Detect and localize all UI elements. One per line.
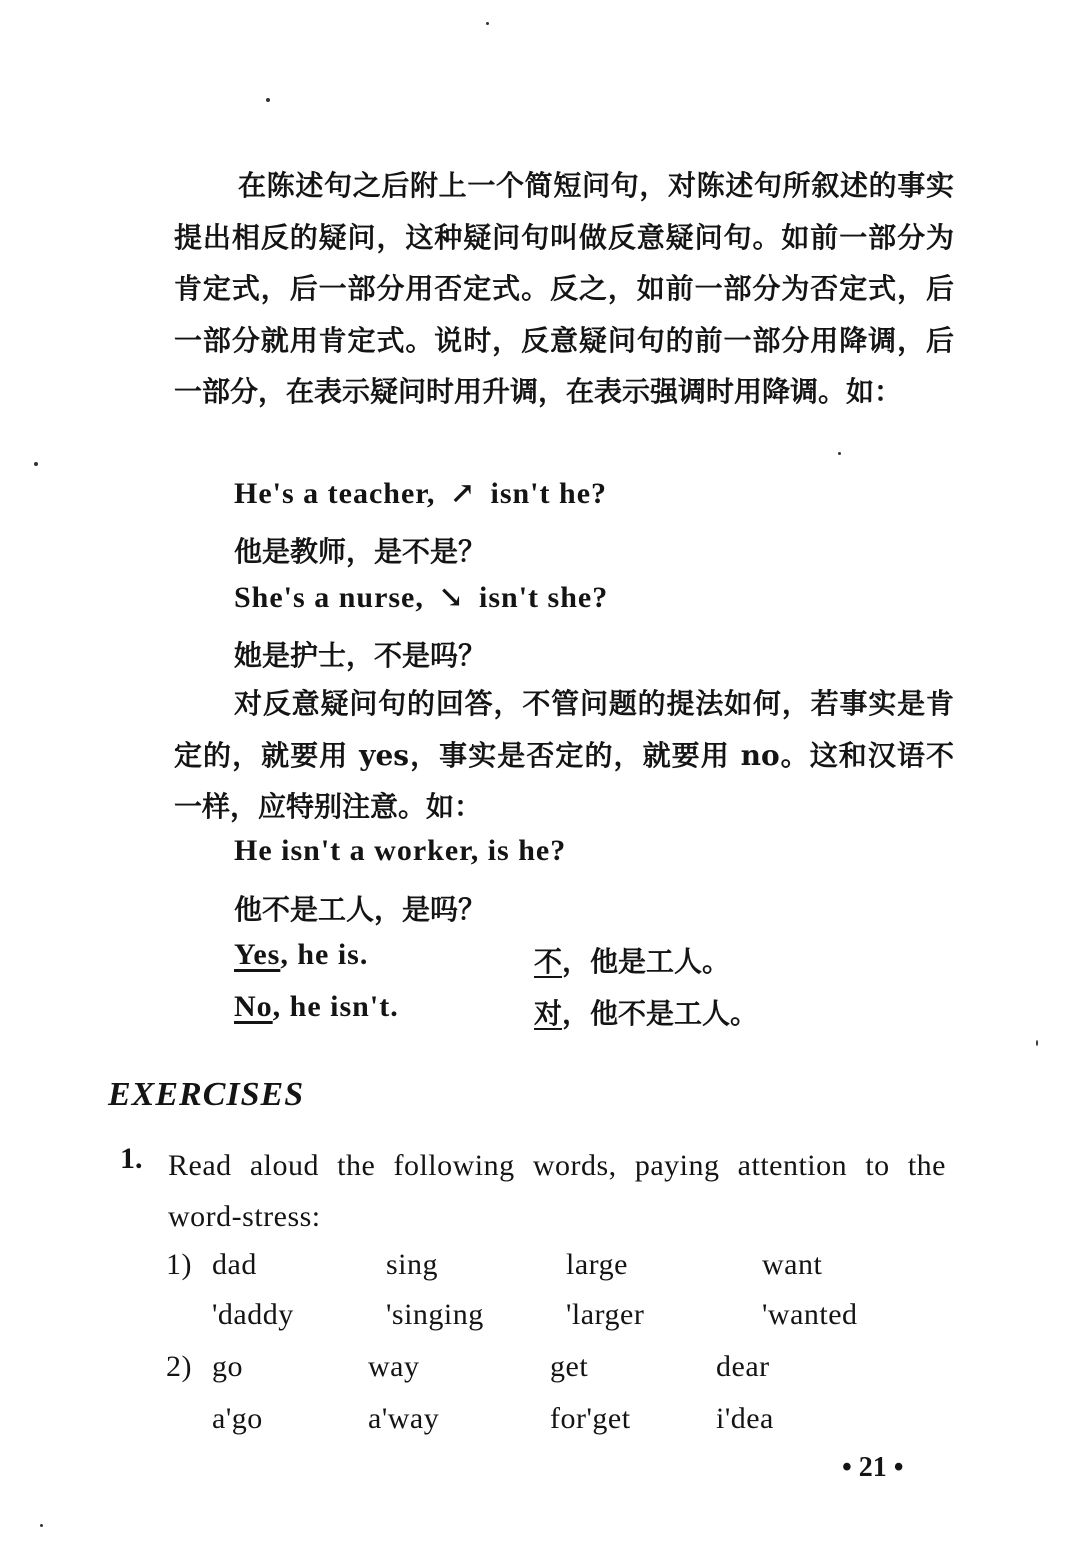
exercise-number: 1. — [120, 1142, 143, 1175]
example2-tag: isn't she? — [479, 581, 609, 614]
rising-tone-arrow-icon: ↗ — [449, 477, 476, 510]
word-item: 'larger — [566, 1298, 645, 1331]
scan-speck — [486, 22, 489, 25]
answer-no-zh-rest: ，他不是工人。 — [562, 997, 759, 1030]
word-item: a'go — [212, 1402, 263, 1435]
answer-yes-rest: , he is. — [280, 938, 369, 971]
scan-speck — [266, 98, 270, 102]
group1-label: 1) — [166, 1248, 192, 1281]
exercises-heading: EXERCISES — [108, 1076, 305, 1113]
word-item: large — [566, 1248, 628, 1281]
word-item: get — [550, 1350, 589, 1383]
word-item: go — [212, 1350, 243, 1383]
scan-speck — [838, 452, 841, 455]
word-item: dear — [716, 1350, 770, 1383]
group2-label: 2) — [166, 1350, 192, 1383]
answer-yes-english — [234, 938, 368, 972]
answer-no-zh-key: 对 — [534, 997, 563, 1030]
answer-rule-paragraph: 对反意疑问句的回答，不管问题的提法如何，若事实是肯定的，就要用 yes，事实是否定的，就要用 no。这和汉语不一样，应特别注意。如： — [174, 687, 954, 823]
example1-statement: He's a teacher, — [234, 477, 436, 510]
answer-yes-zh-key: 不 — [534, 945, 563, 978]
page-number: • 21 • — [842, 1452, 904, 1483]
example2-statement: She's a nurse, — [234, 581, 424, 614]
answer-yes-zh-rest: ，他是工人。 — [562, 945, 731, 978]
answer-no-rest: , he isn't. — [272, 990, 399, 1023]
word-item: sing — [386, 1248, 439, 1281]
falling-tone-arrow-icon: ↘ — [438, 581, 465, 614]
example2-chinese: 她是护士，不是吗？ — [234, 639, 487, 672]
answer-no-chinese — [534, 992, 758, 1032]
answer-yes-key: Yes — [234, 938, 281, 971]
example3-english: He isn't a worker, is he? — [234, 834, 567, 867]
word-item: dad — [212, 1248, 257, 1281]
word-item: want — [762, 1248, 823, 1281]
example3-chinese: 他不是工人，是吗？ — [234, 893, 487, 926]
answer-no-english — [234, 990, 399, 1024]
word-item: for'get — [550, 1402, 631, 1435]
example1-english — [234, 476, 607, 511]
scan-speck — [1036, 1040, 1038, 1046]
word-item: 'daddy — [212, 1298, 294, 1331]
word-item: 'wanted — [762, 1298, 858, 1331]
example1-chinese: 他是教师，是不是？ — [234, 535, 487, 568]
word-item: i'dea — [716, 1402, 774, 1435]
exercise-instruction: Read aloud the following words, paying attention to the word-stress: — [168, 1149, 946, 1233]
scan-speck — [34, 462, 38, 466]
intro-paragraph: 在陈述句之后附上一个简短问句，对陈述句所叙述的事实提出相反的疑问，这种疑问句叫做反意疑问句。如前一部分为肯定式，后一部分用否定式。反之，如前一部分为否定式，后一部分就用肯定式。说时，反意疑问句的前一部分用降调，后一部分，在表示疑问时用升调，在表示强调时用降调。如： — [174, 169, 954, 408]
answer-no-key: No — [234, 990, 273, 1023]
answer-yes-chinese — [534, 940, 730, 980]
example2-english — [234, 580, 608, 615]
word-item: 'singing — [386, 1298, 484, 1331]
word-item: way — [368, 1350, 420, 1383]
scan-speck — [40, 1524, 43, 1527]
example1-tag: isn't he? — [490, 477, 608, 510]
word-item: a'way — [368, 1402, 440, 1435]
